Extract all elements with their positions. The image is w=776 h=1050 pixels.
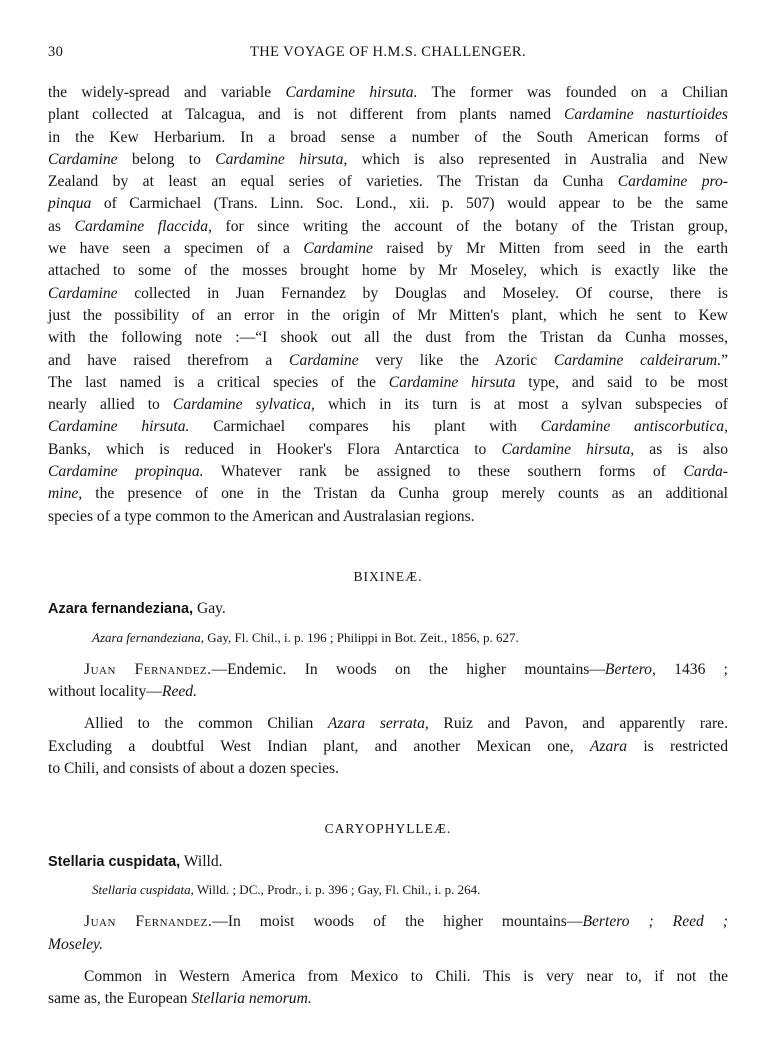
text-run: Zealand by at least an equal series of varieties. The Tristan da Cunha: [48, 173, 618, 191]
text-run: Whatever rank be assigned to these southern forms of: [203, 463, 684, 481]
text-line: [48, 659, 728, 681]
citation: [92, 879, 728, 901]
species-heading: [48, 851, 728, 873]
italic-run: Cardamine: [289, 351, 359, 369]
text-line: [48, 439, 728, 461]
text-run: Willd. ; DC., Prodr., i. p. 396 ; Gay, Fl. Chil., i. p. 264.: [193, 881, 481, 897]
text-line: [48, 127, 728, 149]
italic-run: Cardamine caldeirarum.: [553, 351, 722, 369]
text-run: of Carmichael (Trans. Linn. Soc. Lond., xii. p. 507) would appear to be the same: [91, 195, 728, 213]
text-run: without locality—: [48, 683, 162, 701]
italic-run: Moseley.: [48, 935, 103, 953]
text-line: [48, 193, 728, 215]
text-run: as is also: [634, 440, 728, 458]
text-run: in the Kew Herbarium. In a broad sense a number of the South American forms of: [48, 128, 728, 146]
body-text: [48, 82, 728, 1020]
page-number: 30: [48, 44, 64, 60]
text-line: [48, 394, 728, 416]
text-line: [48, 171, 728, 193]
text-run: the widely-spread and variable: [48, 84, 286, 101]
text-run: 1436 ;: [655, 660, 728, 678]
text-line: [48, 149, 728, 171]
text-line: [48, 681, 728, 703]
text-run: attached to some of the mosses brought home by Mr Moseley, which is exactly like the: [48, 262, 728, 280]
text-run: Allied to the common Chilian: [84, 715, 328, 733]
section-heading: BIXINEÆ.: [353, 568, 423, 584]
italic-run: pinqua: [48, 195, 92, 213]
italic-run: Cardamine antiscorbutica,: [540, 418, 728, 436]
text-line: [48, 104, 728, 126]
italic-run: Reed.: [161, 683, 197, 701]
italic-run: Cardamine sylvatica,: [172, 396, 315, 414]
text-run: —In moist woods of the higher mountains—: [212, 913, 583, 931]
text-run: The last named is a critical species of the: [48, 373, 389, 391]
text-line: [48, 283, 728, 305]
text-run: same as, the European: [48, 990, 192, 1008]
italic-run: Cardamine flaccida,: [74, 217, 212, 235]
text-line: [48, 350, 728, 372]
citation: [92, 627, 728, 649]
text-run: nearly allied to: [48, 396, 173, 414]
text-run: type, and said to be most: [515, 373, 729, 391]
species-name: Azara fernandeziana,: [48, 601, 194, 618]
italic-run: Cardamine: [303, 240, 373, 258]
text-run: plant collected at Talcagua, and is not different from plants named: [48, 106, 565, 124]
text-line: [48, 506, 728, 528]
italic-run: Stellaria cuspidata,: [92, 881, 194, 897]
text-line: [48, 82, 728, 104]
text-line: [48, 461, 728, 483]
text-run: which in its turn is at most a sylvan subspecies of: [314, 396, 728, 414]
text-run: Excluding a doubtful West Indian plant, and another Mexican one,: [48, 737, 590, 755]
text-run: —Endemic. In woods on the higher mountains—: [211, 660, 605, 678]
italic-run: Cardamine hirsuta: [388, 373, 516, 391]
italic-run: Cardamine hirsuta.: [285, 84, 418, 101]
text-line: [48, 260, 728, 282]
text-line: [48, 934, 728, 956]
italic-run: Cardamine: [48, 150, 118, 168]
italic-run: Cardamine hirsuta,: [501, 440, 635, 458]
text-run: to Chili, and consists of about a dozen species.: [48, 760, 340, 778]
species-heading: [48, 598, 728, 620]
text-run: ”: [721, 351, 729, 369]
text-line: [48, 736, 728, 758]
text-run: for since writing the account of the botany of the Tristan group,: [211, 217, 729, 235]
text-run: Ruiz and Pavon, and apparently rare.: [428, 715, 728, 733]
notes-paragraph: [48, 713, 728, 780]
italic-run: Azara serrata,: [327, 715, 429, 733]
species-author: Willd.: [180, 852, 223, 870]
text-run: is restricted: [627, 737, 728, 755]
text-run: which is also represented in Australia and New: [347, 150, 728, 168]
text-run: Banks, which is reduced in Hooker's Flora Antarctica to: [48, 440, 502, 458]
text-run: Gay, Fl. Chil., i. p. 196 ; Philippi in Bot. Zeit., 1856, p. 627.: [203, 629, 519, 645]
italic-run: Cardamine nasturtioides: [564, 106, 728, 124]
species-name: Stellaria cuspidata,: [48, 853, 181, 870]
text-line: [48, 966, 728, 988]
section-heading: CARYOPHYLLEÆ.: [324, 821, 452, 837]
italic-run: mine,: [48, 485, 83, 503]
text-run: and have raised therefrom a: [48, 351, 290, 369]
text-line: [48, 372, 728, 394]
text-line: [48, 305, 728, 327]
italic-run: Azara fernandeziana,: [92, 629, 204, 645]
text-run: The former was founded on a Chilian: [417, 84, 728, 101]
locality-paragraph: [48, 659, 728, 704]
text-run: Common in Western America from Mexico to Chili. This is very near to, if not the: [84, 967, 728, 985]
text-run: collected in Juan Fernandez by Douglas and Moseley. Of course, there is: [117, 284, 728, 302]
italic-run: Cardamine pro-: [617, 173, 728, 191]
italic-run: Bertero ; Reed ;: [582, 913, 728, 931]
smallcaps-run: Juan Fernandez.: [84, 913, 213, 931]
text-line: [48, 238, 728, 260]
italic-run: Cardamine hirsuta,: [215, 150, 348, 168]
italic-run: Azara: [589, 737, 628, 755]
text-run: belong to: [117, 150, 216, 168]
text-line: [48, 758, 728, 780]
sections: [48, 566, 728, 1010]
text-line: [48, 327, 728, 349]
species-author: Gay.: [193, 600, 226, 618]
text-line: [48, 988, 728, 1010]
italic-run: Bertero,: [604, 660, 656, 678]
italic-run: Cardamine propinqua.: [48, 463, 204, 481]
smallcaps-run: Juan Fernandez.: [84, 660, 212, 678]
locality-paragraph: [48, 911, 728, 956]
text-line: [48, 216, 728, 238]
text-run: raised by Mr Mitten from seed in the earth: [372, 240, 728, 258]
text-run: as: [48, 217, 75, 235]
italic-run: Cardamine: [48, 284, 118, 302]
intro-paragraph: [48, 82, 728, 528]
text-run: Carmichael compares his plant with: [189, 418, 541, 436]
italic-run: Stellaria nemorum.: [191, 990, 312, 1008]
italic-run: Carda-: [683, 463, 728, 481]
running-title: THE VOYAGE OF H.M.S. CHALLENGER.: [250, 44, 526, 60]
text-run: very like the Azoric: [358, 351, 554, 369]
text-run: species of a type common to the American and Australasian regions.: [48, 507, 475, 525]
text-line: [48, 483, 728, 505]
text-line: [48, 713, 728, 735]
text-run: the presence of one in the Tristan da Cunha group merely counts as an additional: [82, 485, 728, 503]
text-line: [48, 416, 728, 438]
text-run: with the following note :—“I shook out all the dust from the Tristan da Cunha mosses,: [48, 329, 728, 347]
text-run: just the possibility of an error in the origin of Mr Mitten's plant, which he sent to Kew: [48, 306, 728, 324]
notes-paragraph: [48, 966, 728, 1011]
text-line: [48, 911, 728, 933]
text-run: we have seen a specimen of a: [48, 240, 304, 258]
running-header: [48, 44, 728, 66]
italic-run: Cardamine hirsuta.: [48, 418, 190, 436]
